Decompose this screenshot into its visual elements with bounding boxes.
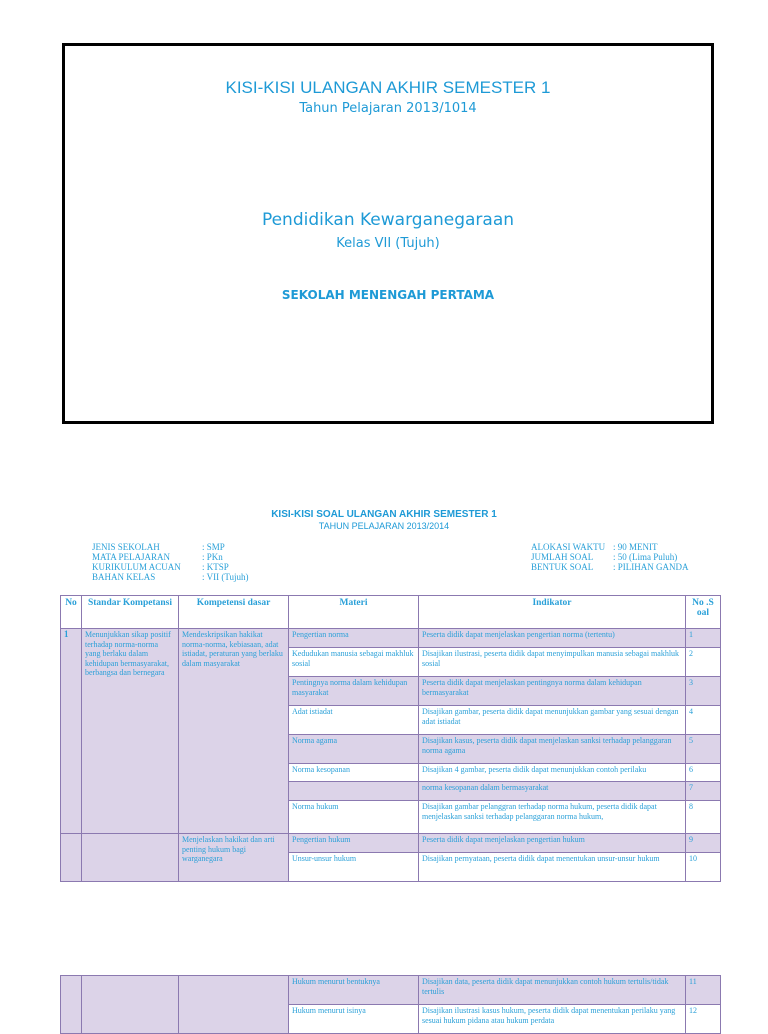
col-kompetensi-dasar: Kompetensi dasar xyxy=(179,596,289,629)
meta-row xyxy=(92,542,249,552)
no-soal-cell: 12 xyxy=(686,1005,721,1034)
meta-key: MATA PELAJARAN xyxy=(92,552,171,562)
meta-value: : SMP xyxy=(202,542,225,552)
meta-key: JUMLAH SOAL xyxy=(531,552,594,562)
meta-value: : PILIHAN GANDA xyxy=(613,562,689,572)
row-number xyxy=(61,976,82,1034)
col-standar-kompetensi: Standar Kompetansi xyxy=(82,596,179,629)
materi-cell: Pentingnya norma dalam kehidupan masyarakat xyxy=(289,677,419,706)
materi-cell xyxy=(289,782,419,801)
standar-kompetensi-cell: Menunjukkan sikap positif terhadap norma-norma yang berlaku dalam kehidupan bermasyarakat, berbangsa dan bernegara xyxy=(82,629,179,834)
meta-row xyxy=(92,572,249,582)
no-soal-cell: 3 xyxy=(686,677,721,706)
indikator-cell: Peserta didik dapat menjelaskan pentingnya norma dalam kehidupan bermasyarakat xyxy=(419,677,686,706)
row-number: 1 xyxy=(61,629,82,834)
no-soal-cell: 11 xyxy=(686,976,721,1005)
meta-key: BENTUK SOAL xyxy=(531,562,594,572)
kisi-kisi-table xyxy=(60,595,721,882)
materi-cell: Pengertian hukum xyxy=(289,834,419,853)
no-soal-cell: 6 xyxy=(686,764,721,782)
meta-key: JENIS SEKOLAH xyxy=(92,542,160,552)
indikator-cell: norma kesopanan dalam bermasyarakat xyxy=(419,782,686,801)
materi-cell: Hukum menurut isinya xyxy=(289,1005,419,1034)
indikator-cell: Peserta didik dapat menjelaskan pengertian hukum xyxy=(419,834,686,853)
no-soal-cell: 1 xyxy=(686,629,721,648)
meta-key: BAHAN KELAS xyxy=(92,572,156,582)
indikator-cell: Disajikan pernyataan, peserta didik dapat menentukan unsur-unsur hukum xyxy=(419,853,686,882)
cover-school: SEKOLAH MENENGAH PERTAMA xyxy=(281,288,495,302)
kisi-kisi-table-continued xyxy=(60,975,721,1034)
col-no-soal: No .S oal xyxy=(686,596,721,629)
indikator-cell: Disajikan kasus, peserta didik dapat menjelaskan sanksi terhadap pelanggaran norma agama xyxy=(419,735,686,764)
no-soal-cell: 10 xyxy=(686,853,721,882)
meta-right xyxy=(531,542,689,572)
header-row xyxy=(61,596,721,629)
col-indikator: Indikator xyxy=(419,596,686,629)
cover-title: KISI-KISI ULANGAN AKHIR SEMESTER 1 xyxy=(225,78,551,97)
meta-row xyxy=(531,542,689,552)
cover-subject: Pendidikan Kewarganegaraan xyxy=(261,210,515,230)
row-number xyxy=(61,834,82,882)
table-row xyxy=(61,976,721,1005)
grid-title: KISI-KISI SOAL ULANGAN AKHIR SEMESTER 1 xyxy=(271,509,497,520)
materi-cell: Norma agama xyxy=(289,735,419,764)
kompetensi-dasar-cell: Mendeskripsikan hakikat norma-norma, kebiasaan, adat istiadat, peraturan yang berlaku dalam masyarakat xyxy=(179,629,289,834)
indikator-cell: Disajikan gambar pelanggran terhadap norma hukum, peserta didik dapat menjelaskan sanksi terhadap pelanggaran norma hukum, xyxy=(419,801,686,834)
meta-row xyxy=(92,562,249,572)
materi-cell: Norma kesopanan xyxy=(289,764,419,782)
standar-kompetensi-cell xyxy=(82,834,179,882)
col-no: No xyxy=(61,596,82,629)
col-materi: Materi xyxy=(289,596,419,629)
meta-key: KURIKULUM ACUAN xyxy=(92,562,181,572)
cover-class: Kelas VII (Tujuh) xyxy=(336,236,440,251)
indikator-cell: Disajikan data, peserta didik dapat menunjukkan contoh hukum tertulis/tidak tertulis xyxy=(419,976,686,1005)
kompetensi-dasar-cell xyxy=(179,976,289,1034)
materi-cell: Unsur-unsur hukum xyxy=(289,853,419,882)
table-row xyxy=(61,834,721,853)
no-soal-cell: 2 xyxy=(686,648,721,677)
indikator-cell: Peserta didik dapat menjelaskan pengertian norma (tertentu) xyxy=(419,629,686,648)
materi-cell: Hukum menurut bentuknya xyxy=(289,976,419,1005)
indikator-cell: Disajikan gambar, peserta didik dapat menunjukkan gambar yang sesuai dengan adat istiadat xyxy=(419,706,686,735)
materi-cell: Norma hukum xyxy=(289,801,419,834)
indikator-cell: Disajikan ilustrasi kasus hukum, peserta didik dapat menentukan perilaku yang sesuai hukum pidana atau hukum perdata xyxy=(419,1005,686,1034)
grid-year: TAHUN PELAJARAN 2013/2014 xyxy=(318,521,450,531)
meta-left xyxy=(92,542,249,582)
meta-row xyxy=(531,562,689,572)
no-soal-cell: 9 xyxy=(686,834,721,853)
meta-row xyxy=(92,552,249,562)
meta-key: ALOKASI WAKTU xyxy=(531,542,606,552)
cover-year: Tahun Pelajaran 2013/1014 xyxy=(299,101,477,116)
meta-value: : PKn xyxy=(202,552,223,562)
cover-box xyxy=(62,43,714,424)
no-soal-cell: 5 xyxy=(686,735,721,764)
no-soal-cell: 8 xyxy=(686,801,721,834)
meta-value: : KTSP xyxy=(202,562,229,572)
meta-value: : 50 (Lima Puluh) xyxy=(613,552,678,562)
table-row xyxy=(61,629,721,648)
meta-row xyxy=(531,552,689,562)
materi-cell: Pengertian norma xyxy=(289,629,419,648)
no-soal-cell: 7 xyxy=(686,782,721,801)
materi-cell: Kedudukan manusia sebagai makhluk sosial xyxy=(289,648,419,677)
materi-cell: Adat istiadat xyxy=(289,706,419,735)
meta-value: : 90 MENIT xyxy=(613,542,658,552)
meta-value: : VII (Tujuh) xyxy=(202,572,249,582)
kompetensi-dasar-cell: Menjelaskan hakikat dan arti penting hukum bagi warganegara xyxy=(179,834,289,882)
indikator-cell: Disajikan ilustrasi, peserta didik dapat menyimpulkan manusia sebagai makhluk sosial xyxy=(419,648,686,677)
standar-kompetensi-cell xyxy=(82,976,179,1034)
no-soal-cell: 4 xyxy=(686,706,721,735)
indikator-cell: Disajikan 4 gambar, peserta didik dapat menunjukkan contoh perilaku xyxy=(419,764,686,782)
